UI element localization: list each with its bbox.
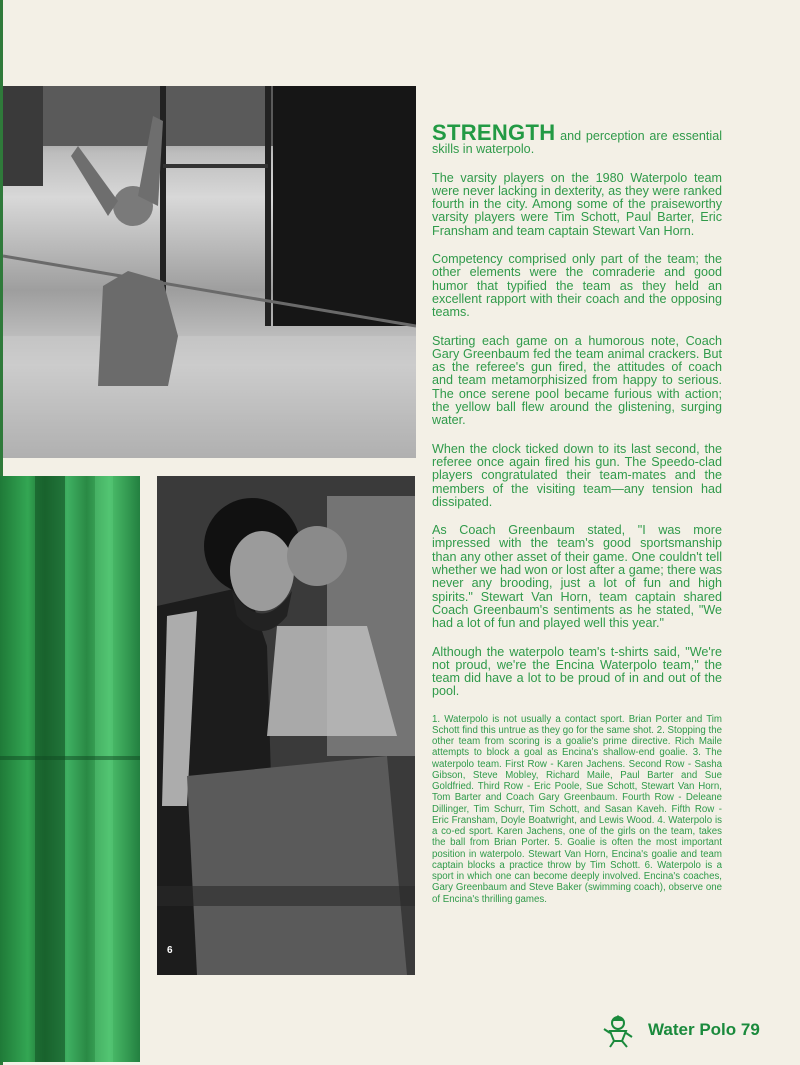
photo-captions: 1. Waterpolo is not usually a contact sport. Brian Porter and Tim Schott find this untrue as they go for the same shot. 2. Stopping the other team from scoring is a goalie's prime directive. Rich Maile attempts to block a goal as Encina's shallow-end goalie. 3. The waterpolo team. First Row - Karen Jachens. Second Row - Sasha Gibson, Steve Mobley, Richard Maile, Paul Barter and Sue Goldfried. Third Row - Eric Poole, Sue Schott, Stewart Van Horn, Tom Barter and Coach Gary Greenbaum. Fourth Row - Deleane Dillinger, Tim Schurr, Tim Schott, and Sasan Kaveh. Fifth Row - Eric Fransham, Doyle Boatwright, and Lewis Wood. 4. Waterpolo is a co-ed sport. Karen Jachens, one of the girls on the team, takes the ball from Brian Porter. 5. Goalie is often the most important position in waterpolo. Stewart Van Horn, Encina's goalie and team captain blocks a practice throw by Tim Schott. 6. Waterpolo is a sport in which one can become deeply involved. Encina's coaches, Gary Greenbaum and Steve Baker (swimming coach), observe one of Encina's thrilling games. (432, 713, 722, 905)
coaches-photo-art (157, 476, 415, 975)
article-column (432, 120, 722, 905)
photo-waterpolo-goalie (3, 86, 416, 458)
goalie-photo-art (3, 86, 416, 458)
article-paragraph: The varsity players on the 1980 Waterpolo team were never lacking in dexterity, as they were ranked fourth in the city. Among some of the praiseworthy varsity players were Tim Schott, Paul Barter, Eric Fransham and team captain Stewart Van Horn. (432, 170, 722, 238)
photo-number: 6 (167, 945, 173, 956)
photo-green-tinted (0, 476, 140, 1062)
lead-text: and perception are essential skills in waterpolo. (432, 129, 722, 157)
article-paragraph: When the clock ticked down to its last second, the referee once again fired his gun. The Speedo-clad players congratulated their team-mates and the members of the visiting team—any tension had dissipated. (432, 441, 722, 509)
green-photo-art (0, 476, 140, 1062)
article-paragraph: As Coach Greenbaum stated, "I was more impressed with the team's good sportsmanship than any other asset of their game. One couldn't tell whether we had won or lost after a game; there was never any brooding, just a lot of fun and high spirits." Stewart Van Horn, team captain shared Coach Greenbaum's sentiments as he stated, "We had a lot of fun and played well this year." (432, 523, 722, 631)
article-paragraph: Starting each game on a humorous note, Coach Gary Greenbaum fed the team animal crackers. But as the referee's gun fired, the attitudes of coach and team metamorphisized from happy to serious. The once serene pool became furious with action; the yellow ball flew around the glistening, surging water. (432, 333, 722, 428)
mascot-icon (600, 1013, 636, 1049)
article-paragraph: Although the waterpolo team's t-shirts said, "We're not proud, we're the Encina Waterpolo team," the team did have a lot to be proud of in and out of the pool. (432, 644, 722, 699)
photo-coaches-observing (157, 476, 415, 975)
lead-word: STRENGTH (432, 120, 556, 145)
article-paragraph: Competency comprised only part of the team; the other elements were the comraderie and good humor that typified the team as they held an excellent rapport with their coach and the opposing teams. (432, 252, 722, 320)
page-footer (598, 1011, 778, 1051)
lead-paragraph (432, 120, 722, 157)
section-page-label: Water Polo 79 (648, 1020, 760, 1039)
